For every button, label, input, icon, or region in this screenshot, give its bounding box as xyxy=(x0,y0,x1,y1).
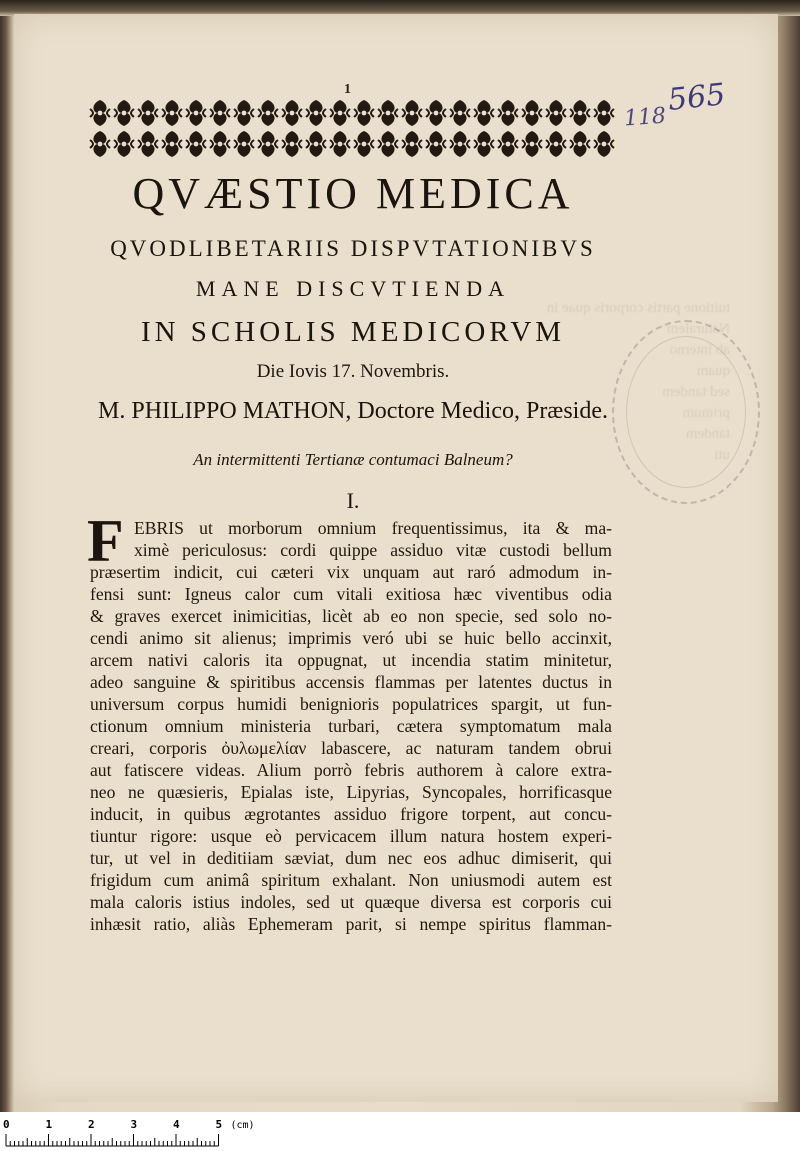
fleuron-icon xyxy=(522,100,542,126)
body-text xyxy=(90,517,612,935)
text-line: inhæsit ratio, aliàs Ephemeram parit, si nempe spiritus flamman- xyxy=(90,914,612,934)
text-line: arcem nativi caloris ita oppugnat, ut incendia statim minitetur, xyxy=(90,650,612,670)
fleuron-icon xyxy=(546,100,566,126)
fleuron-icon xyxy=(186,100,206,126)
text-line: neo ne quæsieris, Epialas iste, Lipyrias, Syncopales, horrificasque xyxy=(90,782,612,802)
ruler-unit: (cm) xyxy=(230,1120,255,1131)
bleed-through-text: tuitione partis corporis quae in Naturalem ab interno quam sed tandem primum tandem uti xyxy=(546,300,730,463)
fleuron-icon xyxy=(90,100,110,126)
fleuron-icon xyxy=(114,100,134,126)
fleuron-icon xyxy=(450,100,470,126)
fleuron-icon xyxy=(594,100,614,126)
subtitle-line-2: MANE DISCVTIENDA xyxy=(195,276,511,301)
subtitle-line-3: IN SCHOLIS MEDICORVM xyxy=(140,316,566,348)
text-line: EBRIS ut morborum omnium frequentissimus, ita & ma- xyxy=(134,518,612,538)
fleuron-icon xyxy=(594,131,614,157)
pencil-number: 565 xyxy=(666,77,727,118)
fleuron-icon xyxy=(498,131,518,157)
fleuron-icon xyxy=(378,100,398,126)
fleuron-icon xyxy=(186,131,206,157)
ruler-number: 0 xyxy=(3,1118,10,1131)
fleuron-icon xyxy=(90,131,110,157)
text-line: ctionum omnium ministeria turbari, cætera symptomatum mala xyxy=(90,716,612,736)
text-line: fensi sunt: Igneus calor cum vitali exitiosa hæc viventibus odia xyxy=(90,584,612,604)
ink-number: 118 xyxy=(623,103,667,132)
fleuron-icon xyxy=(474,131,494,157)
fleuron-icon xyxy=(282,131,302,157)
text-line: aut fatiscere videas. Alium porrò febris authorem à calore extra- xyxy=(90,760,612,780)
fleuron-icon xyxy=(354,100,374,126)
text-line: universum corpus humidi benignioris populatrices spargit, ut fun- xyxy=(90,694,612,714)
text-line: frigidum cum animâ spiritum exhalant. Non uniusmodi autem est xyxy=(90,870,612,890)
fleuron-icon xyxy=(402,131,422,157)
fleuron-icon xyxy=(546,131,566,157)
fleuron-icon xyxy=(498,100,518,126)
fleuron-icon xyxy=(258,100,278,126)
fleuron-icon xyxy=(354,131,374,157)
fleuron-icon xyxy=(330,100,350,126)
date-line: Die Iovis 17. Novembris. xyxy=(256,361,450,382)
fleuron-icon xyxy=(234,131,254,157)
text-line: inducit, in quibus ægrotantes assiduo frigore torpent, aut concu- xyxy=(90,804,612,824)
text-line: & graves exercet inimicitias, licèt ab eo non specie, sed solo no- xyxy=(90,606,612,626)
text-line: ximè periculosus: cordi quippe assiduo vitæ custodi bellum xyxy=(134,540,612,560)
fleuron-icon xyxy=(258,131,278,157)
fleuron-icon xyxy=(210,131,230,157)
fleuron-icon xyxy=(138,131,158,157)
text-line: adeo sanguine & spiritibus accensis flammas per latentes ductus in xyxy=(90,672,612,692)
fleuron-icon xyxy=(306,100,326,126)
text-line: tiuntur rigore: usque eò pervicacem illum natura hostem experi- xyxy=(90,826,612,846)
page-title: QVÆSTIO MEDICA xyxy=(132,169,574,218)
folio-number: 1 xyxy=(344,82,351,97)
fleuron-icon xyxy=(138,100,158,126)
text-line: tur, ut vel in deditiiam sæviat, dum nec eos adhuc dimiserit, qui xyxy=(90,848,612,868)
ruler-number: 2 xyxy=(88,1118,95,1131)
fleuron-icon xyxy=(378,131,398,157)
fleuron-icon xyxy=(402,100,422,126)
subtitle-line-1: QVODLIBETARIIS DISPVTATIONIBVS xyxy=(110,236,596,261)
fleuron-icon xyxy=(330,131,350,157)
ruler-number: 5 xyxy=(215,1118,223,1131)
ruler-number: 1 xyxy=(45,1118,53,1131)
question-line: An intermittenti Tertianæ contumaci Balneum? xyxy=(193,450,513,469)
text-line: præsertim indicit, cui cæteri vix unquam aut raró admodum in- xyxy=(90,562,612,582)
drop-initial: F xyxy=(87,508,124,574)
fleuron-icon xyxy=(306,131,326,157)
fleuron-icon xyxy=(282,100,302,126)
library-stamp xyxy=(612,320,760,504)
fleuron-icon xyxy=(234,100,254,126)
praeses-line: M. PHILIPPO MATHON, Doctore Medico, Præside. xyxy=(98,398,608,424)
fleuron-icon xyxy=(570,100,590,126)
fleuron-icon xyxy=(450,131,470,157)
fleuron-icon xyxy=(114,131,134,157)
fleuron-icon xyxy=(474,100,494,126)
fleuron-icon xyxy=(522,131,542,157)
fleuron-icon xyxy=(162,100,182,126)
text-line: creari, corporis ὀυλωμελίαν labascere, ac naturam tandem obrui xyxy=(90,738,612,758)
headpiece-ornament xyxy=(88,98,616,160)
section-number: I. xyxy=(346,488,360,513)
fleuron-icon xyxy=(570,131,590,157)
text-line: mala caloris istius indoles, sed ut quæque diversa est corporis cui xyxy=(90,892,612,912)
fleuron-icon xyxy=(426,131,446,157)
ruler-number: 3 xyxy=(130,1118,138,1131)
fleuron-icon xyxy=(162,131,182,157)
text-line: cendi animo sit alienus; imprimis veró ubi se huic bello accinxit, xyxy=(90,628,612,648)
ruler-number: 4 xyxy=(173,1118,180,1131)
scale-ruler xyxy=(0,1112,800,1151)
fleuron-icon xyxy=(210,100,230,126)
fleuron-icon xyxy=(426,100,446,126)
